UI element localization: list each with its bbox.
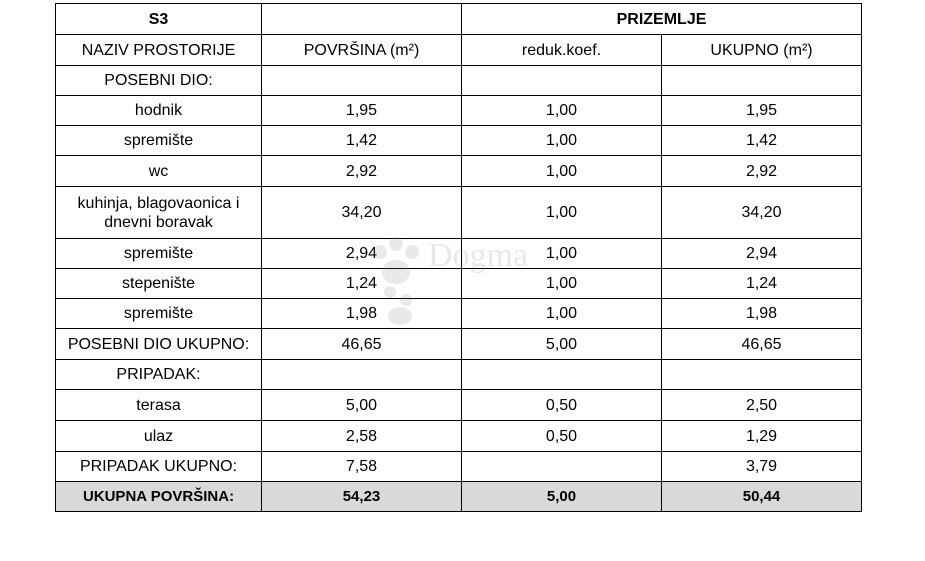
title-row xyxy=(56,4,862,35)
room-total: 2,92 xyxy=(662,156,862,187)
room-area: 1,95 xyxy=(262,96,462,126)
room-area: 2,94 xyxy=(262,239,462,269)
room-coef: 1,00 xyxy=(462,239,662,269)
room-coef: 0,50 xyxy=(462,421,662,452)
room-area: 2,58 xyxy=(262,421,462,452)
room-name: stepenište xyxy=(56,269,262,299)
subtotal-total: 46,65 xyxy=(662,329,862,360)
grand-total-total: 50,44 xyxy=(662,482,862,512)
room-total: 2,50 xyxy=(662,390,862,421)
room-area: 34,20 xyxy=(262,187,462,239)
room-coef: 1,00 xyxy=(462,187,662,239)
grand-total-label: UKUPNA POVRŠINA: xyxy=(56,482,262,512)
room-name: hodnik xyxy=(56,96,262,126)
room-coef: 0,50 xyxy=(462,390,662,421)
room-coef: 1,00 xyxy=(462,156,662,187)
room-coef: 1,00 xyxy=(462,126,662,156)
col-header-total: UKUPNO (m²) xyxy=(662,35,862,66)
table-row xyxy=(56,96,862,126)
grand-total-coef: 5,00 xyxy=(462,482,662,512)
subtotal-area: 7,58 xyxy=(262,452,462,482)
room-total: 1,24 xyxy=(662,269,862,299)
subtotal-label: PRIPADAK UKUPNO: xyxy=(56,452,262,482)
area-table xyxy=(55,3,862,512)
subtotal-area: 46,65 xyxy=(262,329,462,360)
room-name: kuhinja, blagovaonica i dnevni boravak xyxy=(56,187,262,239)
room-name: terasa xyxy=(56,390,262,421)
room-area: 2,92 xyxy=(262,156,462,187)
room-area: 5,00 xyxy=(262,390,462,421)
grand-total-row xyxy=(56,482,862,512)
subtotal-label: POSEBNI DIO UKUPNO: xyxy=(56,329,262,360)
room-coef: 1,00 xyxy=(462,96,662,126)
room-coef: 1,00 xyxy=(462,269,662,299)
empty-cell xyxy=(462,360,662,390)
room-name: spremište xyxy=(56,299,262,329)
room-coef: 1,00 xyxy=(462,299,662,329)
subtotal-total: 3,79 xyxy=(662,452,862,482)
room-area: 1,24 xyxy=(262,269,462,299)
grand-total-area: 54,23 xyxy=(262,482,462,512)
section-label-posebni: POSEBNI DIO: xyxy=(56,66,262,96)
watermark-text: Dogma xyxy=(428,237,529,274)
room-name: spremište xyxy=(56,239,262,269)
section-label-pripadak: PRIPADAK: xyxy=(56,360,262,390)
room-area: 1,98 xyxy=(262,299,462,329)
column-header-row xyxy=(56,35,862,66)
empty-cell xyxy=(662,66,862,96)
room-name: ulaz xyxy=(56,421,262,452)
empty-cell xyxy=(462,66,662,96)
table-row xyxy=(56,239,862,269)
col-header-area: POVRŠINA (m²) xyxy=(262,35,462,66)
empty-cell xyxy=(662,360,862,390)
section-row-posebni xyxy=(56,66,862,96)
room-total: 1,98 xyxy=(662,299,862,329)
room-total: 1,29 xyxy=(662,421,862,452)
table-row xyxy=(56,299,862,329)
table-row xyxy=(56,269,862,299)
room-total: 2,94 xyxy=(662,239,862,269)
room-name: spremište xyxy=(56,126,262,156)
room-area: 1,42 xyxy=(262,126,462,156)
empty-cell xyxy=(262,4,462,35)
room-total: 1,95 xyxy=(662,96,862,126)
subtotal-coef xyxy=(462,452,662,482)
subtotal-coef: 5,00 xyxy=(462,329,662,360)
table-row xyxy=(56,390,862,421)
col-header-coef: reduk.koef. xyxy=(462,35,662,66)
table-row xyxy=(56,421,862,452)
room-name: wc xyxy=(56,156,262,187)
subtotal-row-posebni xyxy=(56,329,862,360)
table-row xyxy=(56,187,862,239)
empty-cell xyxy=(262,360,462,390)
table-row xyxy=(56,156,862,187)
unit-label: S3 xyxy=(56,4,262,35)
floor-label: PRIZEMLJE xyxy=(462,4,862,35)
subtotal-row-pripadak xyxy=(56,452,862,482)
empty-cell xyxy=(262,66,462,96)
col-header-name: NAZIV PROSTORIJE xyxy=(56,35,262,66)
room-total: 34,20 xyxy=(662,187,862,239)
room-total: 1,42 xyxy=(662,126,862,156)
section-row-pripadak xyxy=(56,360,862,390)
table-row xyxy=(56,126,862,156)
